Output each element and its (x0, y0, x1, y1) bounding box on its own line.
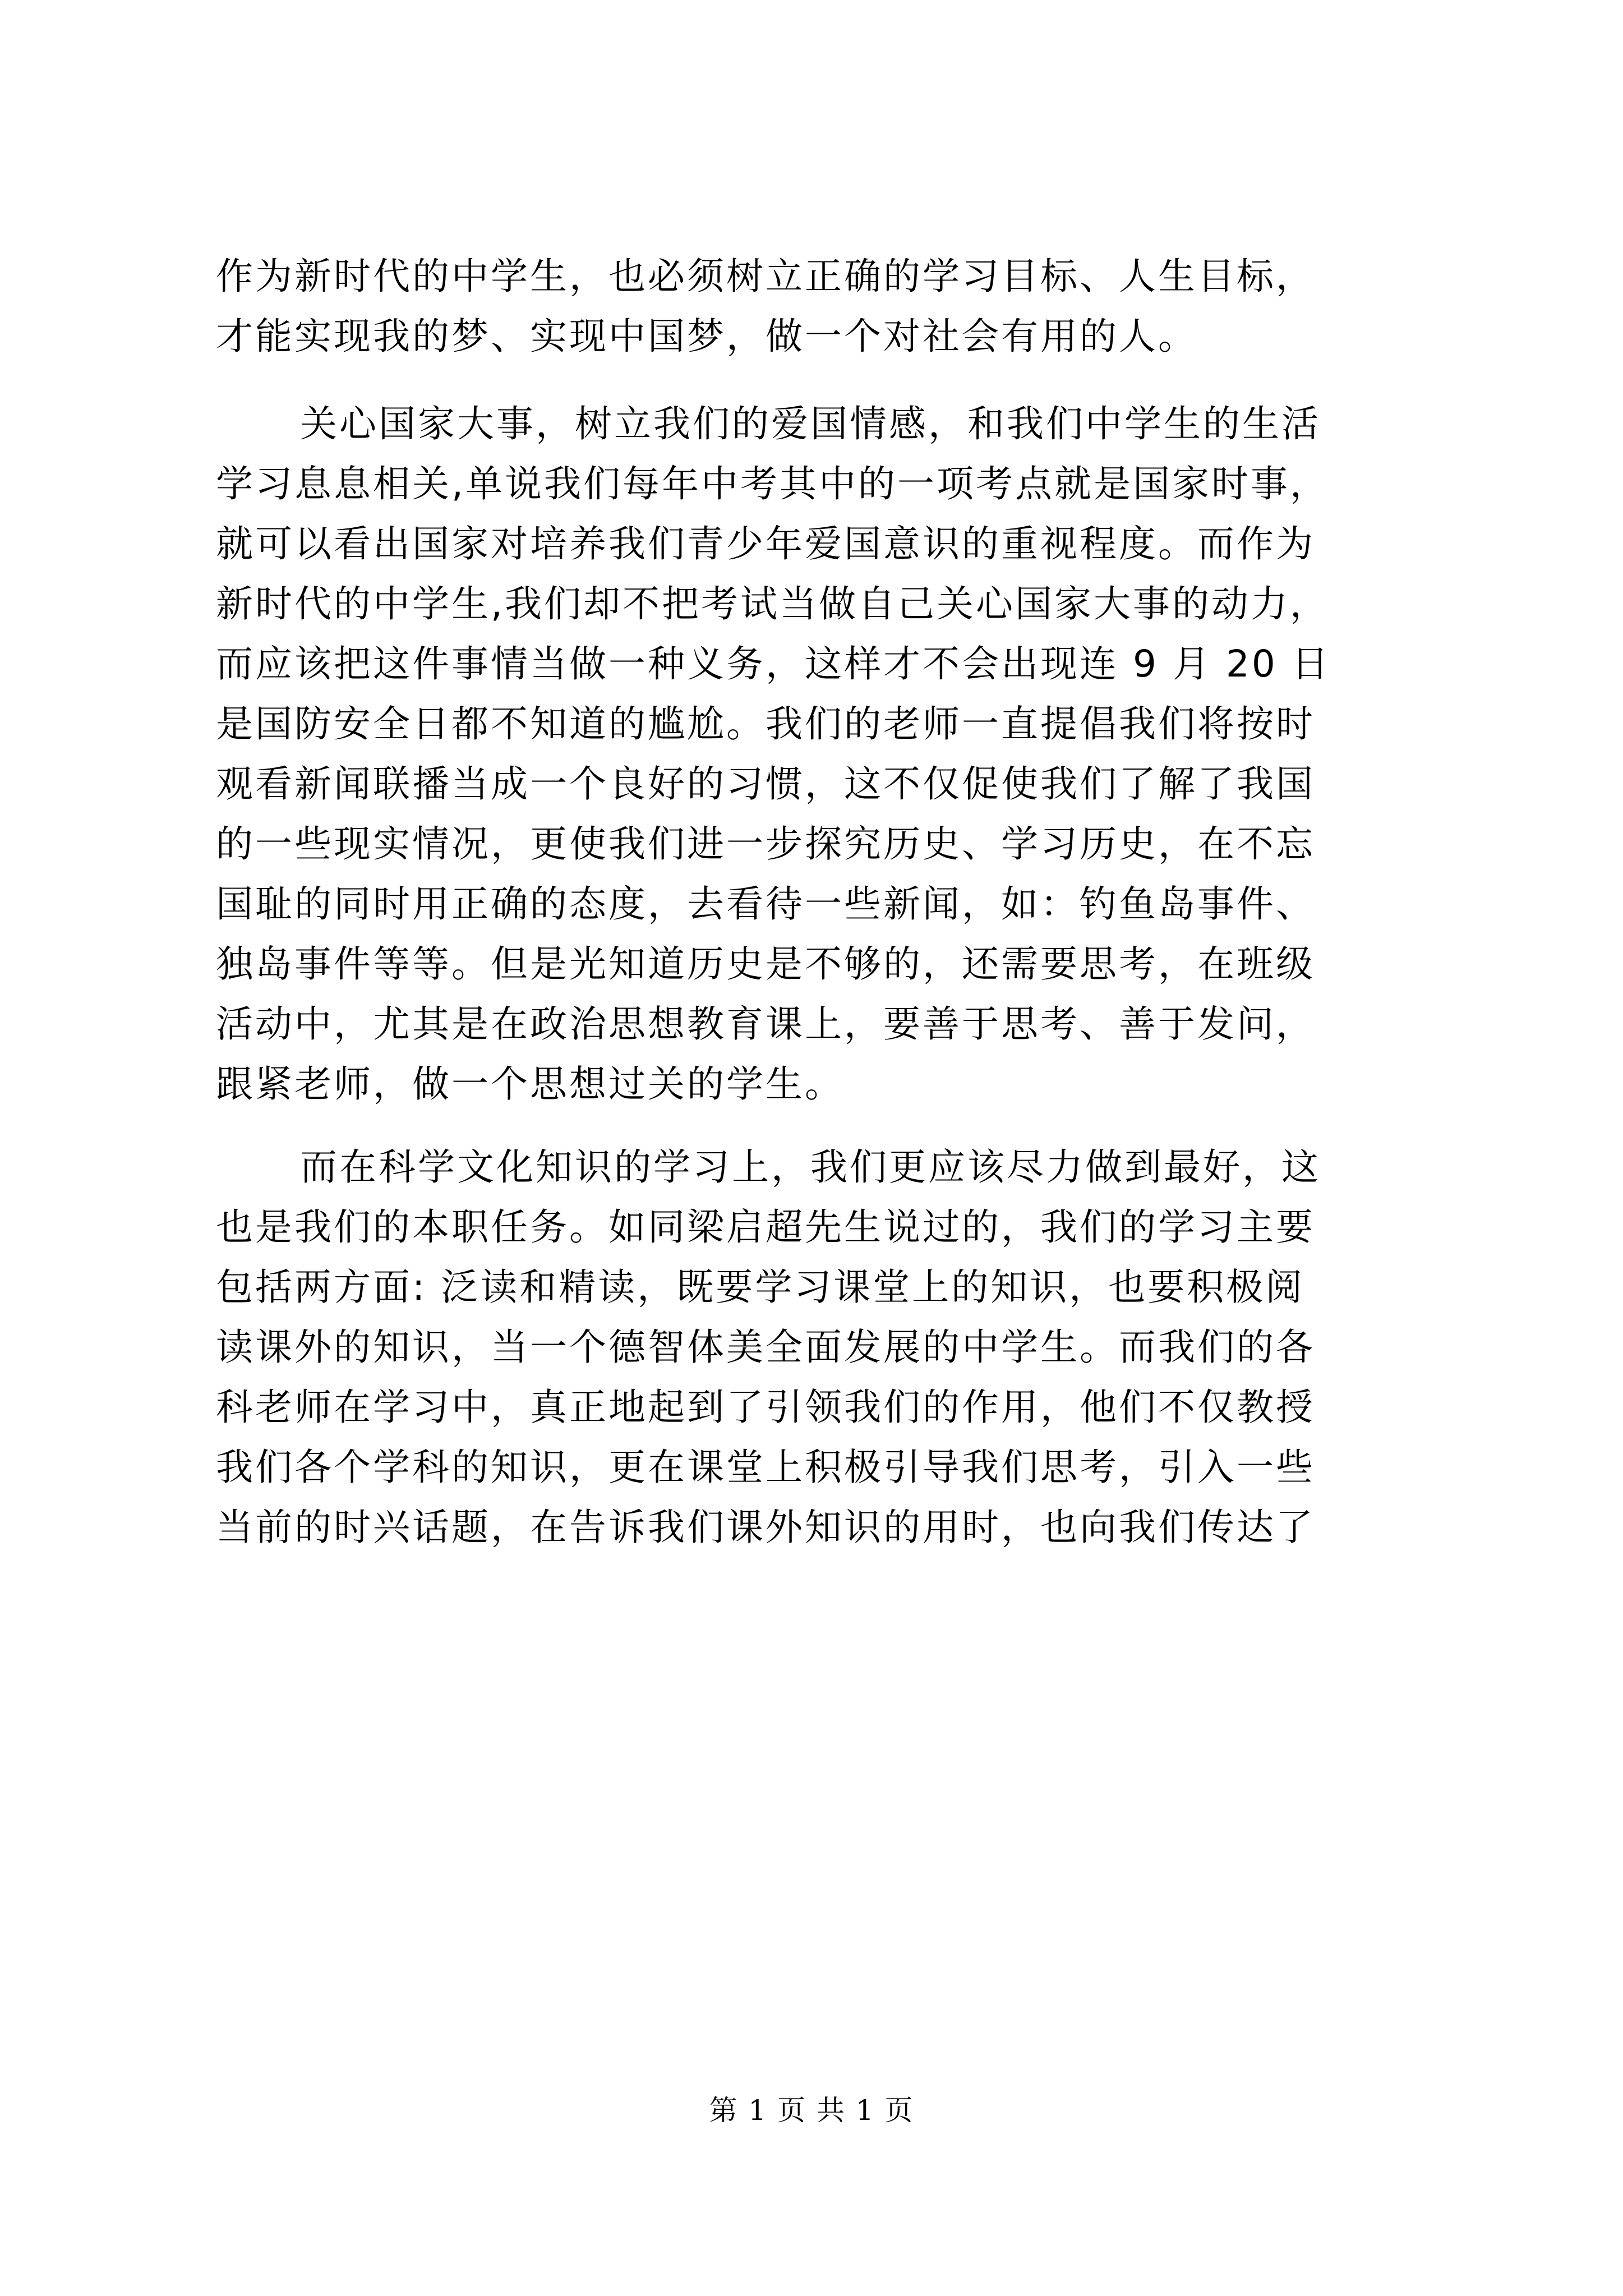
text-line: 国耻的同时用正确的态度，去看待一些新闻，如：钓鱼岛事件、 (216, 882, 1315, 926)
text-line: 是国防安全日都不知道的尴尬。我们的老师一直提倡我们将按时 (216, 702, 1315, 746)
text-line: 活动中，尤其是在政治思想教育课上，要善于思考、善于发问， (216, 1002, 1315, 1046)
text-line: 科老师在学习中，真正地起到了引领我们的作用，他们不仅教授 (216, 1386, 1315, 1429)
text-line: 当前的时兴话题，在告诉我们课外知识的用时，也向我们传达了 (216, 1506, 1315, 1549)
text-line: 观看新闻联播当成一个良好的习惯，这不仅促使我们了解了我国 (216, 762, 1315, 806)
text-line: 独岛事件等等。但是光知道历史是不够的，还需要思考，在班级 (216, 942, 1315, 986)
text-line: 的一些现实情况，更使我们进一步探究历史、学习历史，在不忘 (216, 822, 1315, 866)
text-line: 才能实现我的梦、实现中国梦，做一个对社会有用的人。 (216, 315, 1197, 358)
text-line: 读课外的知识，当一个德智体美全面发展的中学生。而我们的各 (216, 1326, 1315, 1369)
paragraph-first-line: 而在科学文化知识的学习上，我们更应该尽力做到最好，这 (300, 1145, 1321, 1189)
text-line: 我们各个学科的知识，更在课堂上积极引导我们思考，引入一些 (216, 1446, 1315, 1489)
text-line: 新时代的中学生,我们却不把考试当做自己关心国家大事的动力， (216, 582, 1329, 625)
text-line: 就可以看出国家对培养我们青少年爱国意识的重视程度。而作为 (216, 522, 1315, 565)
text-line: 跟紧老师，做一个思想过关的学生。 (216, 1062, 844, 1106)
text-line: 包括两方面: 泛读和精读，既要学习课堂上的知识，也要积极阅 (216, 1266, 1305, 1309)
text-line: 而应该把这件事情当做一种义务，这样才不会出现连 9 月 20 日 (216, 642, 1331, 685)
text-line: 作为新时代的中学生，也必须树立正确的学习目标、人生目标， (216, 255, 1315, 298)
paragraph-first-line: 关心国家大事，树立我们的爱国情感，和我们中学生的生活 (300, 402, 1321, 445)
text-line: 也是我们的本职任务。如同梁启超先生说过的，我们的学习主要 (216, 1205, 1315, 1249)
page-number-footer: 第 1 页 共 1 页 (709, 2094, 914, 2127)
text-line: 学习息息相关,单说我们每年中考其中的一项考点就是国家时事， (216, 462, 1329, 505)
